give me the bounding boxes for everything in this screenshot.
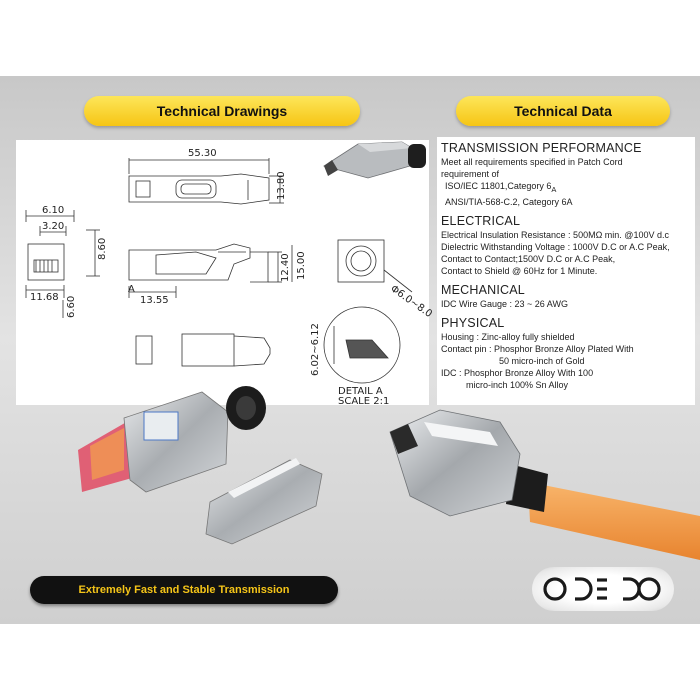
detail-scale: SCALE 2:1: [338, 396, 390, 407]
dim-6-60: 6.60: [66, 295, 77, 318]
electrical-line-3: Contact to Contact;1500V D.C or A.C Peak,: [441, 253, 616, 264]
dim-8-60: 8.60: [97, 237, 108, 260]
dim-6-02-6-12: 6.02~6.12: [310, 323, 321, 376]
technical-data-title: Technical Data: [514, 103, 612, 119]
dim-11-68: 11.68: [30, 292, 59, 303]
physical-line-4: IDC : Phosphor Bronze Alloy With 100: [441, 367, 594, 378]
mechanical-heading: MECHANICAL: [441, 282, 525, 297]
transmission-line-2: requirement of: [441, 169, 500, 179]
feature-banner-text: Extremely Fast and Stable Transmission: [78, 584, 290, 596]
technical-drawings-header: [84, 96, 360, 126]
mechanical-line-1: IDC Wire Gauge : 23 ~ 26 AWG: [441, 298, 568, 309]
brand-logo: [532, 567, 674, 611]
transmission-line-3-subscript: A: [551, 184, 557, 194]
dim-13-55: 13.55: [140, 295, 169, 306]
technical-data-list: [441, 141, 689, 391]
electrical-heading: ELECTRICAL: [441, 213, 521, 228]
transmission-line-1: Meet all requirements specified in Patch Cord: [441, 157, 623, 167]
dim-12-40: 12.40: [280, 253, 291, 282]
transmission-line-4: ANSI/TIA-568-C.2, Category 6A: [445, 196, 573, 207]
dim-cable-diameter: Φ6.0~8.0: [388, 283, 434, 321]
physical-line-2: Contact pin : Phosphor Bronze Alloy Plated With: [441, 343, 634, 354]
assembled-connector-photo: [380, 404, 700, 560]
physical-line-3: 50 micro-inch of Gold: [499, 355, 585, 366]
dim-15-00: 15.00: [296, 251, 307, 280]
dim-6-10: 6.10: [42, 205, 65, 216]
electrical-line-4: Contact to Shield @ 60Hz for 1 Minute.: [441, 265, 598, 276]
electrical-line-1: Electrical Insulation Resistance : 500MΩ min. @100V d.c: [441, 229, 669, 240]
brand-logo-mark: [543, 574, 663, 604]
technical-drawings-title: Technical Drawings: [156, 103, 288, 119]
dim-3-20: 3.20: [42, 221, 65, 232]
physical-line-5: micro-inch 100% Sn Alloy: [466, 379, 569, 390]
connector-thumbnail: [318, 136, 430, 184]
transmission-heading: TRANSMISSION PERFORMANCE: [441, 141, 642, 155]
feature-banner: [30, 576, 338, 604]
transmission-line-3-text: ISO/IEC 11801,Category 6: [445, 181, 552, 191]
transmission-line-3: [441, 180, 689, 196]
physical-heading: PHYSICAL: [441, 315, 505, 330]
dim-13-80: 13.80: [276, 171, 287, 200]
detail-marker: A: [128, 284, 135, 295]
electrical-line-2: Dielectric Withstanding Voltage : 1000V D.C or A.C Peak,: [441, 241, 670, 252]
detail-title: DETAIL A: [338, 386, 383, 397]
physical-line-1: Housing : Zinc-alloy fully shielded: [441, 331, 575, 342]
disassembled-connector-photo: [60, 372, 350, 562]
dim-55-30: 55.30: [188, 148, 217, 159]
technical-data-header: [456, 96, 670, 126]
